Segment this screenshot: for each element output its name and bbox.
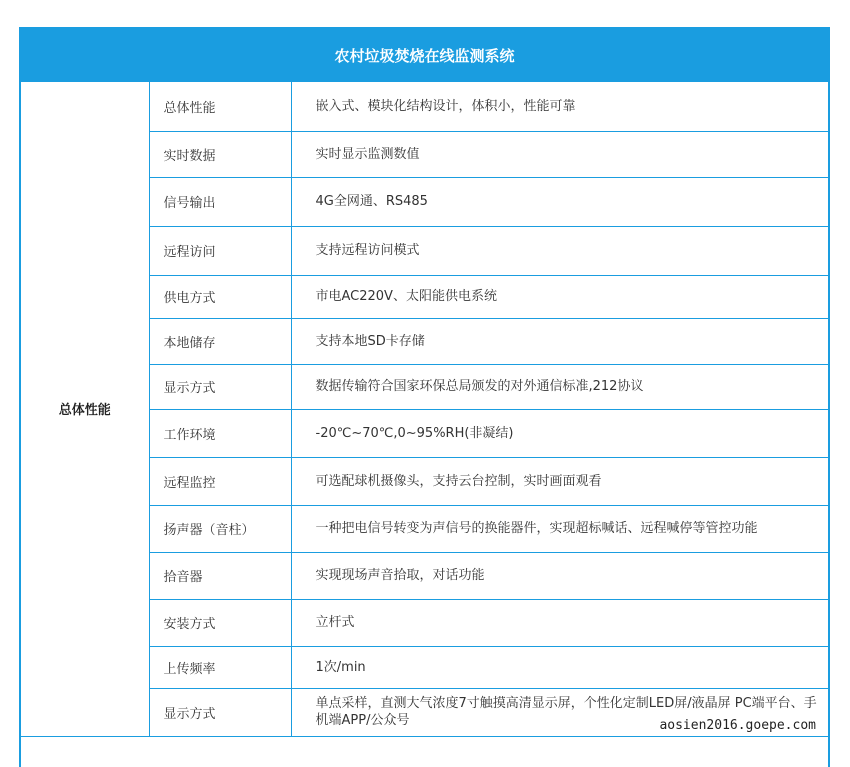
category-cell: 总体性能 xyxy=(21,82,149,736)
param-name-cell: 显示方式 xyxy=(149,688,291,736)
param-value-cell: 市电AC220V、太阳能供电系统 xyxy=(291,275,828,318)
param-name-cell: 供电方式 xyxy=(149,275,291,318)
param-name-cell: 实时数据 xyxy=(149,131,291,177)
param-value-cell: 4G全网通、RS485 xyxy=(291,177,828,226)
param-value-cell: 立杆式 xyxy=(291,599,828,646)
param-name-cell: 安装方式 xyxy=(149,599,291,646)
param-name-cell: 总体性能 xyxy=(149,82,291,131)
param-name-cell: 显示方式 xyxy=(149,364,291,409)
param-value-cell: 数据传输符合国家环保总局颁发的对外通信标准,212协议 xyxy=(291,364,828,409)
param-value-cell: 嵌入式、模块化结构设计，体积小，性能可靠 xyxy=(291,82,828,131)
watermark-text: aosien2016.goepe.com xyxy=(659,718,816,733)
spec-table xyxy=(21,82,828,737)
spec-table-frame xyxy=(19,27,830,767)
param-name-cell: 本地储存 xyxy=(149,318,291,364)
param-value-cell: 实现现场声音拾取，对话功能 xyxy=(291,552,828,599)
param-name-cell: 信号输出 xyxy=(149,177,291,226)
param-value-cell: 1次/min xyxy=(291,646,828,688)
table-row xyxy=(21,82,828,131)
param-name-cell: 上传频率 xyxy=(149,646,291,688)
param-value-cell: 一种把电信号转变为声信号的换能器件，实现超标喊话、远程喊停等管控功能 xyxy=(291,505,828,552)
param-name-cell: 远程访问 xyxy=(149,226,291,275)
param-name-cell: 远程监控 xyxy=(149,457,291,505)
param-value-cell: 支持本地SD卡存储 xyxy=(291,318,828,364)
param-value-cell: 支持远程访问模式 xyxy=(291,226,828,275)
param-value-cell: 单点采样，直测大气浓度7寸触摸高清显示屏，个性化定制LED屏/液晶屏 PC端平台、手机端APP/公众号 xyxy=(291,688,828,736)
param-name-cell: 工作环境 xyxy=(149,409,291,457)
param-value-cell: 可选配球机摄像头，支持云台控制，实时画面观看 xyxy=(291,457,828,505)
table-title: 农村垃圾焚烧在线监测系统 xyxy=(21,29,828,82)
param-name-cell: 扬声器（音柱） xyxy=(149,505,291,552)
param-value-cell: -20℃~70℃,0~95%RH(非凝结) xyxy=(291,409,828,457)
param-value-cell: 实时显示监测数值 xyxy=(291,131,828,177)
param-name-cell: 拾音器 xyxy=(149,552,291,599)
